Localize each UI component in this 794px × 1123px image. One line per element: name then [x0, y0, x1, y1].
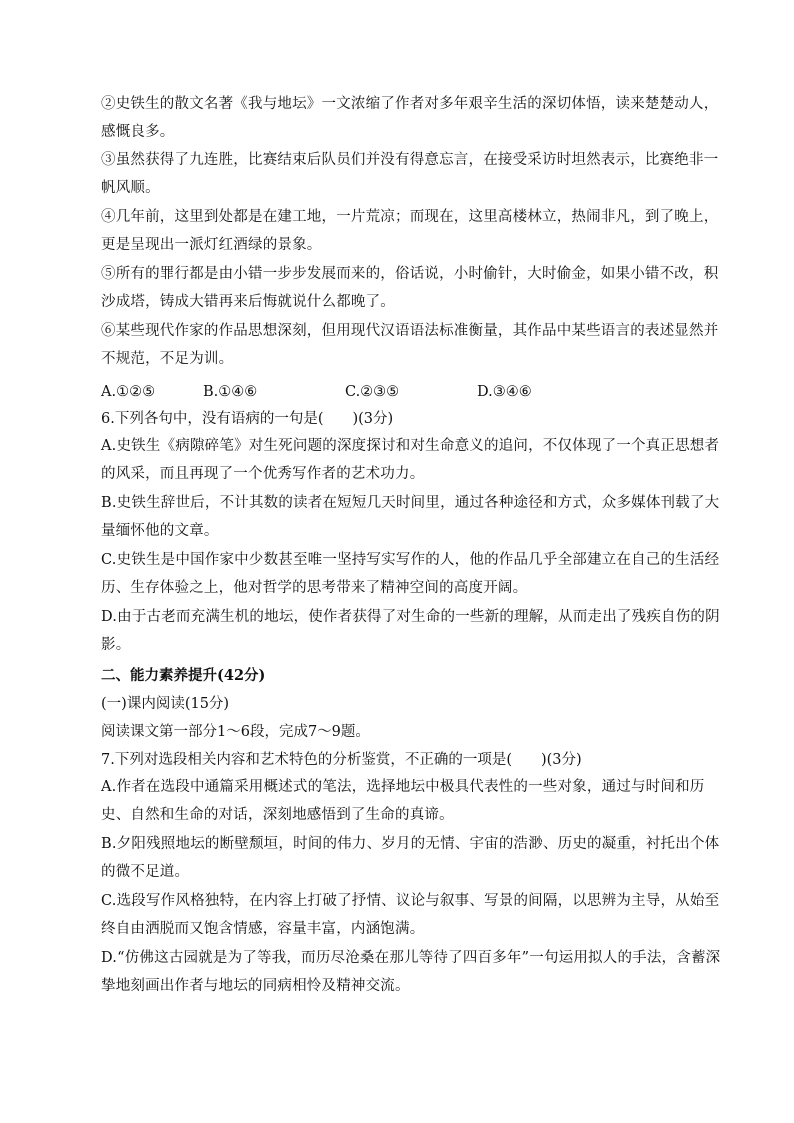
q6-option-d: D.由于古老而充满生机的地坛，使作者获得了对生命的一些新的理解，从而走出了残疾自伤的阴影。: [101, 609, 720, 653]
sentence-3: ③虽然获得了九连胜，比赛结束后队员们并没有得意忘言，在接受采访时坦然表示，比赛绝非一帆风顺。: [101, 152, 719, 196]
sentence-6: ⑥某些现代作家的作品思想深刻，但用现代汉语语法标准衡量，其作品中某些语言的表述显然并不规范，不足为训。: [101, 323, 719, 367]
sentence-5: ⑤所有的罪行都是由小错一步步发展而来的，俗话说，小时偷针，大时偷金，如果小错不改，积沙成塔，铸成大错再来后悔就说什么都晚了。: [101, 266, 719, 310]
q5-option-c: C.②③⑤: [345, 384, 400, 400]
q5-option-a: A.①②⑤: [101, 384, 156, 400]
subsection-heading: (一)课内阅读(15分): [101, 696, 230, 712]
q7-option-d: D.“仿佛这古园就是为了等我，而历尽沧桑在那儿等待了四百多年”一句运用拟人的手法，含蓄深挚地刻画出作者与地坛的同病相怜及精神交流。: [101, 950, 721, 994]
q7-option-a: A.作者在选段中通篇采用概述式的笔法，选择地坛中极具代表性的一些对象，通过与时间和历史、自然和生命的对话，深刻地感悟到了生命的真谛。: [101, 779, 705, 823]
sentence-4: ④几年前，这里到处都是在建工地，一片荒凉；而现在，这里高楼林立，热闹非凡，到了晚上，更是呈现出一派灯红酒绿的景象。: [101, 209, 719, 253]
q5-option-d: D.③④⑥: [477, 384, 532, 400]
q6-option-a: A.史铁生《病隙碎笔》对生死问题的深度探讨和对生命意义的追问，不仅体现了一个真正思想者的风采，而且再现了一个优秀写作者的艺术功力。: [101, 438, 720, 482]
sentence-2: ②史铁生的散文名著《我与地坛》一文浓缩了作者对多年艰辛生活的深切体悟，读来楚楚动人，感慨良多。: [101, 96, 719, 140]
q6-option-c: C.史铁生是中国作家中少数甚至唯一坚持写实写作的人，他的作品几乎全部建立在自己的生活经历、生存体验之上，他对哲学的思考带来了精神空间的高度开阔。: [101, 552, 720, 596]
q5-option-b: B.①④⑥: [203, 384, 258, 400]
q5-options: [101, 382, 701, 402]
section-heading: 二、能力素养提升(42分): [101, 667, 266, 684]
q6-stem: 6.下列各句中，没有语病的一句是( )(3分): [101, 411, 394, 427]
q7-option-b: B.夕阳残照地坛的断壁颓垣，时间的伟力、岁月的无情、宇宙的浩渺、历史的凝重，衬托出个体的微不足道。: [101, 836, 720, 880]
reading-instruction: 阅读课文第一部分1～6段，完成7～9题。: [101, 724, 370, 740]
q7-stem: 7.下列对选段相关内容和艺术特色的分析鉴赏，不正确的一项是( )(3分): [101, 752, 582, 768]
q7-option-c: C.选段写作风格独特，在内容上打破了抒情、议论与叙事、写景的间隔，以思辨为主导，从始至终自由洒脱而又饱含情感，容量丰富，内涵饱满。: [101, 893, 720, 937]
q6-option-b: B.史铁生辞世后，不计其数的读者在短短几天时间里，通过各种途径和方式，众多媒体刊载了大量缅怀他的文章。: [101, 495, 720, 539]
